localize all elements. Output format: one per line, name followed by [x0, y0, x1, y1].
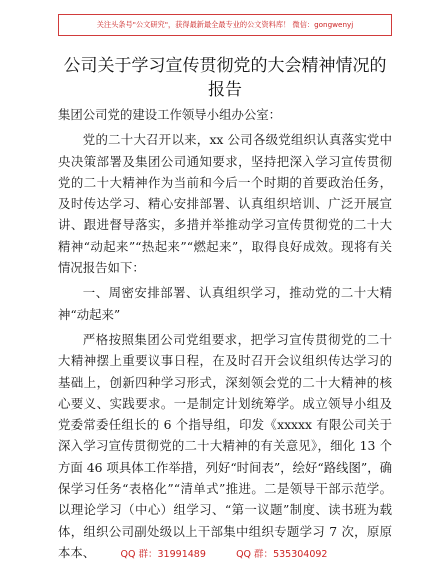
page-footer: [0, 546, 448, 560]
document-title: 公司关于学习宣传贯彻党的大会精神情况的报告: [63, 56, 387, 100]
document-body: [58, 104, 392, 567]
footer-qq-label-2: QQ 群：: [236, 549, 274, 560]
salutation: 集团公司党的建设工作领导小组办公室：: [58, 107, 282, 122]
footer-qq-value-2[interactable]: 535304092: [273, 549, 328, 560]
body-paragraph: 严格按照集团公司党组要求，把学习宣传贯彻党的二十大精神摆上重要议事日程，在及时召开会议组织传达学习的基础上，创新四种学习形式，深刻领会党的二十大精神的核心要义、实践要求。一是制定计划统筹学。成立领导小组及党委常委任组长的 6 个指导组，印发《xxxxx 有限公司关于深入学习宣传贯彻党的二十大精神的有关意见》，细化 13 个方面 46 项具体工作举措，列好“时间表”，绘好“路线图”，确保学习任务“表格化”“清单式”推进。二是领导干部示范学。以理论学习（中心）组学习、“第一议题”制度、读书班为载体，组织公司副处级以上干部集中组织专题学习 7 次，原原本本、: [58, 331, 392, 560]
body-paragraph: 党的二十大召开以来，xx 公司各级党组织认真落实党中央决策部署及集团公司通知要求，坚持把深入学习宣传贯彻党的二十大精神作为当前和今后一个时期的首要政治任务，及时传达学习、精心安排部署、认真组织培训、广泛开展宣讲、跟进督导落实，多措并举推动学习宣传贯彻党的二十大精神“动起来”“热起来”“燃起来”，取得良好成效。现将有关情况报告如下：: [58, 132, 392, 276]
promo-banner[interactable]: [58, 14, 392, 36]
footer-qq-label-1: QQ 群：: [120, 549, 158, 560]
footer-qq-value-1[interactable]: 31991489: [157, 549, 206, 560]
promo-text: 关注头条号"公文研究"，获得最新最全最专业的公文资料库！ 微信：gongwenyj: [96, 20, 354, 29]
section-heading: 一、周密安排部署、认真组织学习，推动党的二十大精神“动起来”: [58, 285, 392, 322]
